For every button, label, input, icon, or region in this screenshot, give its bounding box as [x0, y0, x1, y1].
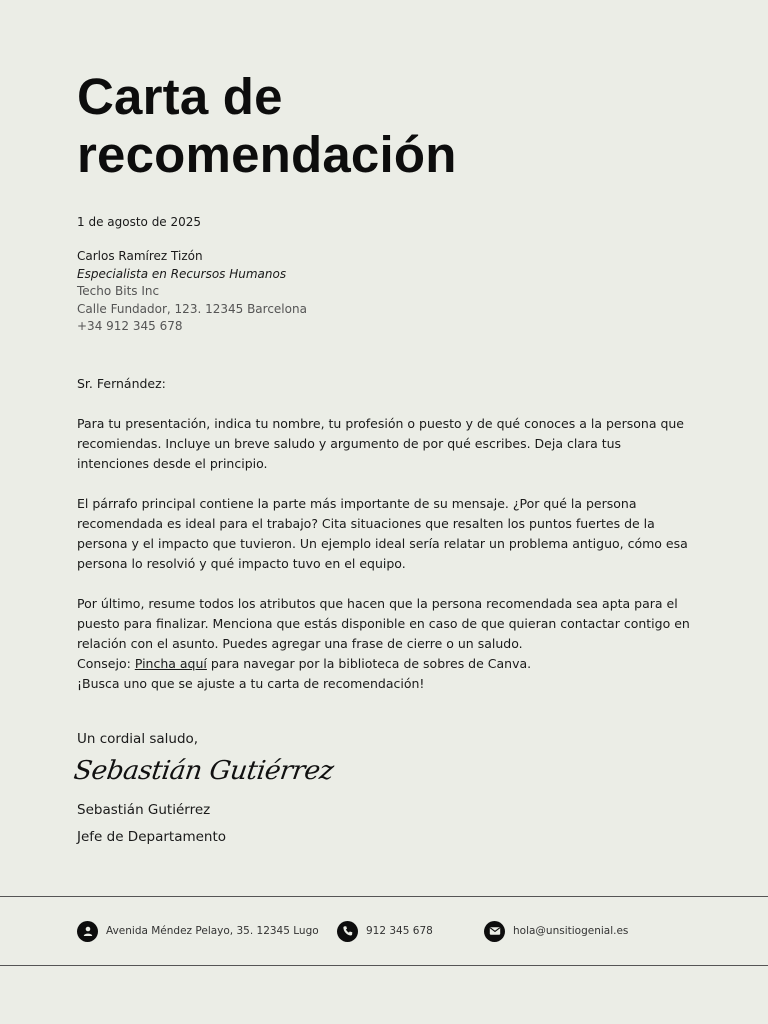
handwritten-signature: Sebastián Gutiérrez: [71, 756, 336, 786]
letter-body: [77, 374, 697, 694]
salutation: Sr. Fernández:: [77, 376, 166, 391]
mail-icon: [484, 921, 505, 942]
signer-role: Jefe de Departamento: [77, 829, 227, 845]
paragraph-closing: Por último, resume todos los atributos que hacen que la persona recomendada sea apta para el puesto para finalizar. Menciona que estás disponible en caso de que quieran contactar contigo en relación con el asunto. Puedes agregar una frase de cierre o un saludo.: [77, 596, 690, 651]
sender-role: Especialista en Recursos Humanos: [77, 266, 287, 281]
letter-title: [77, 68, 457, 184]
sender-block: [77, 248, 307, 336]
signer-name: Sebastián Gutiérrez: [77, 802, 211, 818]
letter-date: 1 de agosto de 2025: [77, 215, 202, 229]
sender-company: Techo Bits Inc: [77, 284, 160, 298]
contact-footer: [0, 896, 768, 966]
footer-address-text: Avenida Méndez Pelayo, 35. 12345 Lugo: [106, 925, 319, 937]
title-line-1: Carta de: [77, 68, 283, 125]
footer-phone: [337, 920, 433, 942]
footer-email: [484, 920, 628, 942]
tip-suffix: para navegar por la biblioteca de sobres de Canva.: [206, 656, 532, 671]
footer-phone-text: 912 345 678: [366, 925, 433, 937]
sender-phone: +34 912 345 678: [77, 319, 183, 333]
sender-address: Calle Fundador, 123. 12345 Barcelona: [77, 301, 307, 316]
closing-text: Un cordial saludo,: [77, 731, 199, 747]
paragraph-intro: Para tu presentación, indica tu nombre, tu profesión o puesto y de qué conoces a la persona que recomiendas. Incluye un breve saludo y argumento de por qué escribes. Deja clara tus intenciones desde el principio.: [77, 416, 684, 471]
sender-name: Carlos Ramírez Tizón: [77, 249, 203, 263]
footer-address: [77, 920, 319, 942]
paragraph-main: El párrafo principal contiene la parte más importante de su mensaje. ¿Por qué la persona recomendada es ideal para el trabajo? Cita situaciones que resalten los puntos fuertes de la persona y el impacto que tuvieron. Un ejemplo ideal sería relatar un problema antiguo, cómo esa persona lo resolvió y qué impacto tuvo en el equipo.: [77, 496, 688, 571]
tip-line-2: ¡Busca uno que se ajuste a tu carta de recomendación!: [77, 676, 425, 691]
person-icon: [77, 921, 98, 942]
title-line-2: recomendación: [77, 126, 457, 183]
tip-link[interactable]: Pincha aquí: [134, 656, 207, 671]
footer-email-text: hola@unsitiogenial.es: [513, 925, 629, 937]
tip-line: [77, 654, 697, 674]
phone-icon: [337, 921, 358, 942]
tip-prefix: Consejo:: [77, 656, 135, 671]
